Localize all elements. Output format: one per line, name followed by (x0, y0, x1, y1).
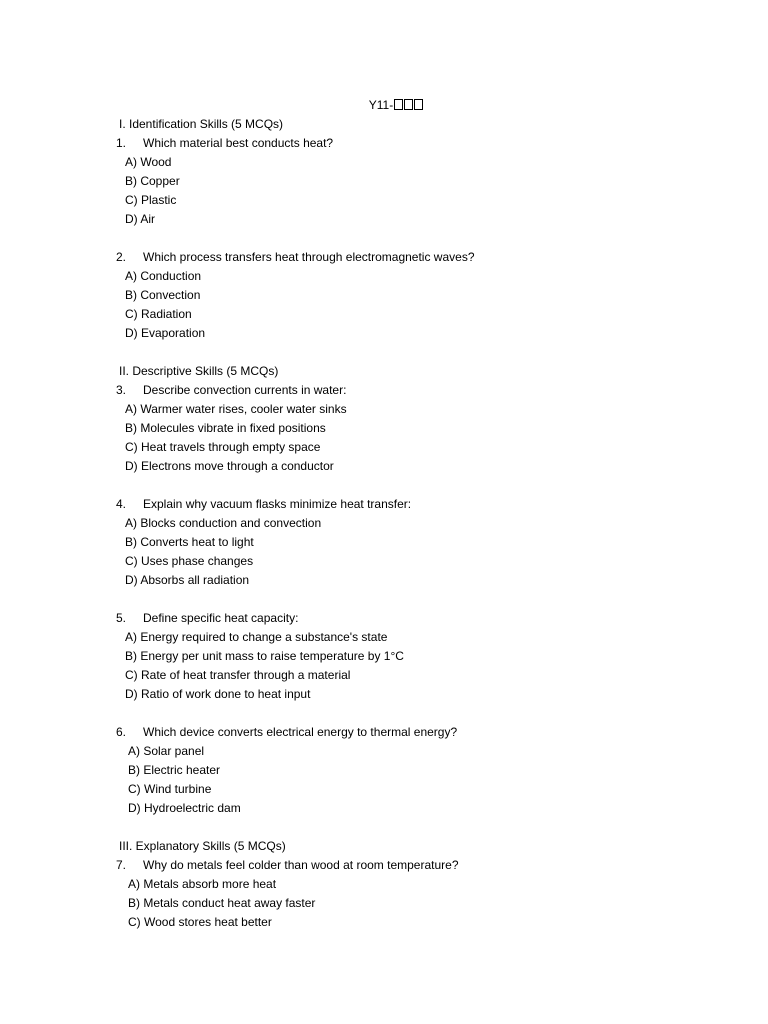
blank-line (0, 704, 768, 723)
answer-option (0, 552, 768, 571)
question-number: 6. (116, 725, 127, 739)
answer-option-text: B) Convection (125, 288, 201, 302)
question (0, 134, 768, 153)
section-heading (0, 362, 768, 381)
answer-option-text: A) Solar panel (128, 744, 205, 758)
section-heading (0, 837, 768, 856)
question (0, 248, 768, 267)
answer-option (0, 305, 768, 324)
document-title-text: Y11- (368, 98, 394, 112)
answer-option (0, 267, 768, 286)
answer-option-text: C) Wood stores heat better (128, 915, 272, 929)
answer-option (0, 457, 768, 476)
answer-option (0, 647, 768, 666)
question-number: 3. (116, 383, 127, 397)
missing-glyph-box (404, 99, 413, 110)
answer-option (0, 742, 768, 761)
answer-option-text: B) Energy per unit mass to raise temperature by 1°C (125, 649, 404, 663)
question-text: Which material best conducts heat? (143, 136, 334, 150)
answer-option-text: B) Molecules vibrate in fixed positions (125, 421, 326, 435)
blank-line (0, 476, 768, 495)
answer-option (0, 191, 768, 210)
answer-option (0, 780, 768, 799)
question-text: Why do metals feel colder than wood at room temperature? (143, 858, 459, 872)
section-heading-text: II. Descriptive Skills (5 MCQs) (119, 364, 279, 378)
question-number: 4. (116, 497, 127, 511)
answer-option (0, 514, 768, 533)
answer-option-text: C) Uses phase changes (125, 554, 254, 568)
answer-option-text: A) Metals absorb more heat (128, 877, 277, 891)
question-text: Which device converts electrical energy to thermal energy? (143, 725, 458, 739)
answer-option (0, 761, 768, 780)
answer-option (0, 894, 768, 913)
answer-option-text: C) Radiation (125, 307, 192, 321)
answer-option (0, 628, 768, 647)
question-number: 5. (116, 611, 127, 625)
question-text: Which process transfers heat through electromagnetic waves? (143, 250, 475, 264)
answer-option-text: A) Wood (125, 155, 172, 169)
missing-glyph-box (394, 99, 403, 110)
answer-option-text: C) Heat travels through empty space (125, 440, 321, 454)
missing-glyph-boxes (393, 98, 423, 112)
answer-option-text: D) Air (125, 212, 155, 226)
section-heading-text: I. Identification Skills (5 MCQs) (119, 117, 284, 131)
answer-option (0, 210, 768, 229)
answer-option-text: C) Plastic (125, 193, 177, 207)
question (0, 495, 768, 514)
answer-option-text: D) Hydroelectric dam (128, 801, 241, 815)
document-title (0, 97, 768, 113)
answer-option (0, 571, 768, 590)
answer-option (0, 875, 768, 894)
blank-line (0, 343, 768, 362)
question (0, 723, 768, 742)
answer-option-text: A) Blocks conduction and convection (125, 516, 322, 530)
answer-option-text: A) Conduction (125, 269, 202, 283)
answer-option (0, 419, 768, 438)
answer-option (0, 153, 768, 172)
question-number: 7. (116, 858, 127, 872)
question-text: Define specific heat capacity: (143, 611, 299, 625)
answer-option (0, 400, 768, 419)
blank-line (0, 818, 768, 837)
answer-option-text: D) Electrons move through a conductor (125, 459, 334, 473)
question-text: Describe convection currents in water: (143, 383, 347, 397)
answer-option-text: D) Evaporation (125, 326, 206, 340)
question-number: 1. (116, 136, 127, 150)
answer-option-text: B) Metals conduct heat away faster (128, 896, 316, 910)
question (0, 381, 768, 400)
answer-option-text: B) Converts heat to light (125, 535, 254, 549)
answer-option-text: C) Rate of heat transfer through a material (125, 668, 351, 682)
section-heading-text: III. Explanatory Skills (5 MCQs) (119, 839, 286, 853)
question-number: 2. (116, 250, 127, 264)
question-text: Explain why vacuum flasks minimize heat transfer: (143, 497, 412, 511)
answer-option (0, 799, 768, 818)
answer-option (0, 533, 768, 552)
answer-option-text: A) Warmer water rises, cooler water sinks (125, 402, 347, 416)
answer-option-text: C) Wind turbine (128, 782, 212, 796)
answer-option (0, 324, 768, 343)
answer-option (0, 438, 768, 457)
answer-option (0, 172, 768, 191)
answer-option (0, 685, 768, 704)
answer-option-text: B) Copper (125, 174, 180, 188)
answer-option (0, 913, 768, 932)
blank-line (0, 590, 768, 609)
question (0, 856, 768, 875)
answer-option-text: B) Electric heater (128, 763, 221, 777)
missing-glyph-box (414, 99, 423, 110)
answer-option-text: A) Energy required to change a substance's state (125, 630, 388, 644)
answer-option-text: D) Absorbs all radiation (125, 573, 250, 587)
answer-option-text: D) Ratio of work done to heat input (125, 687, 311, 701)
answer-option (0, 666, 768, 685)
answer-option (0, 286, 768, 305)
question-list (0, 115, 768, 932)
blank-line (0, 229, 768, 248)
section-heading (0, 115, 768, 134)
question (0, 609, 768, 628)
